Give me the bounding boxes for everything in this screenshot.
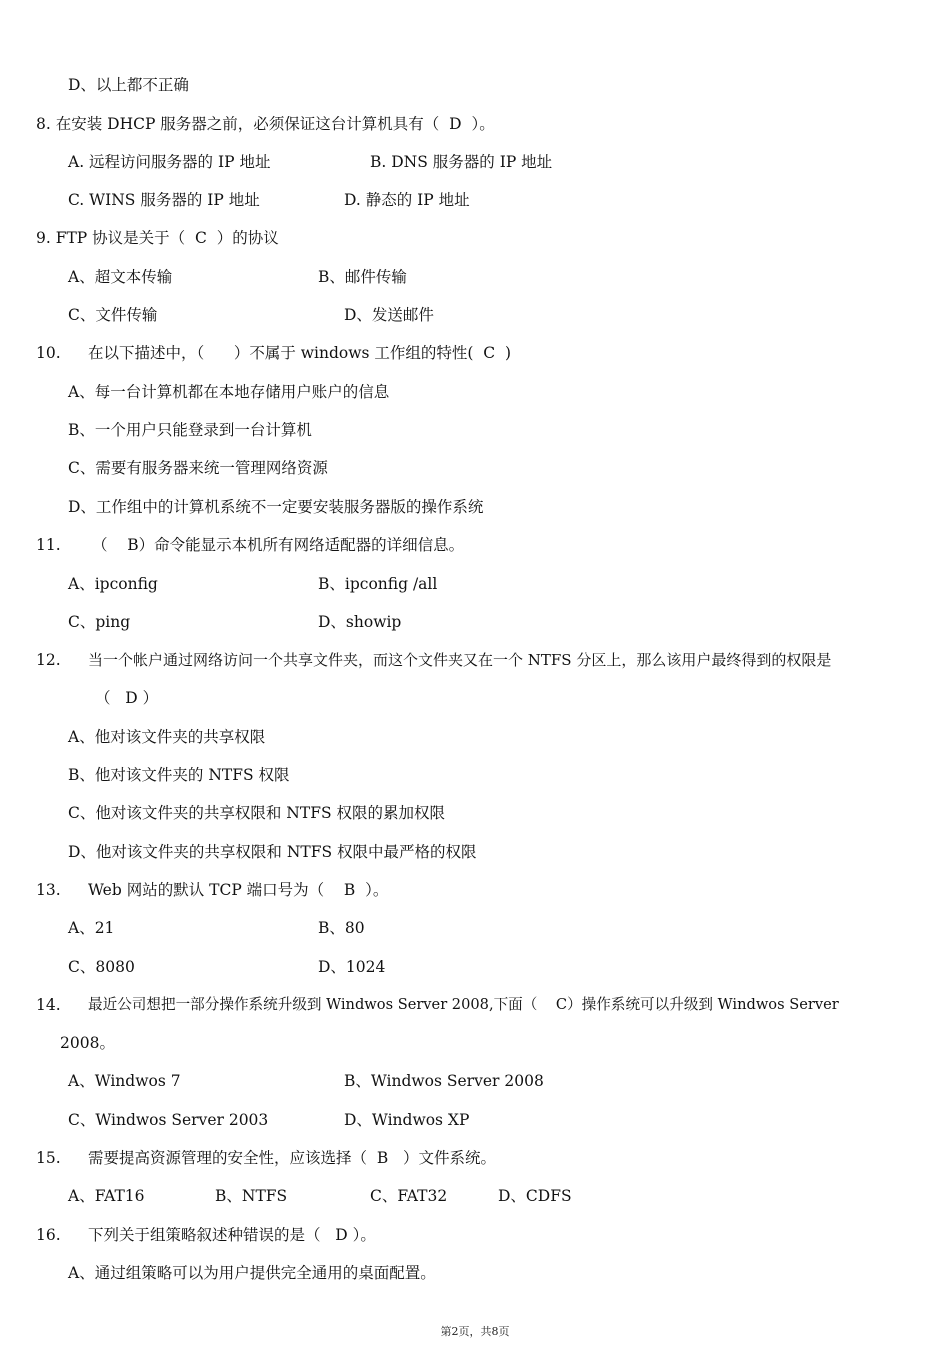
option-8a: A. 远程访问服务器的 IP 地址 [68, 153, 271, 171]
option-9c: C、文件传输 [68, 306, 158, 324]
option-9b: B、邮件传输 [318, 268, 407, 286]
option-10a: A、每一台计算机都在本地存储用户账户的信息 [68, 383, 390, 401]
option-11c: C、ping [68, 613, 131, 631]
option-15a: A、FAT16 [68, 1187, 145, 1205]
question-number-13: 13. [36, 881, 61, 899]
question-number-10: 10. [36, 344, 61, 362]
question-13: Web 网站的默认 TCP 端口号为（ B ）。 [88, 881, 389, 899]
option-10d: D、工作组中的计算机系统不一定要安装服务器版的操作系统 [68, 498, 484, 516]
question-14-continued: 2008。 [60, 1034, 115, 1052]
option-14b: B、Windwos Server 2008 [344, 1072, 544, 1090]
option-10b: B、一个用户只能登录到一台计算机 [68, 421, 312, 439]
question-number-16: 16. [36, 1226, 61, 1244]
option-13b: B、80 [318, 919, 365, 937]
option-15c: C、FAT32 [370, 1187, 448, 1205]
option-16a: A、通过组策略可以为用户提供完全通用的桌面配置。 [68, 1264, 436, 1282]
option-7d: D、以上都不正确 [68, 76, 189, 94]
option-11b: B、ipconfig /all [318, 575, 438, 593]
option-8d: D. 静态的 IP 地址 [344, 191, 470, 209]
question-8: 8. 在安装 DHCP 服务器之前，必须保证这台计算机具有（ D ）。 [36, 115, 495, 133]
option-12c: C、他对该文件夹的共享权限和 NTFS 权限的累加权限 [68, 804, 445, 822]
option-11a: A、ipconfig [68, 575, 158, 593]
option-13c: C、8080 [68, 958, 135, 976]
question-16: 下列关于组策略叙述种错误的是（ D ）。 [88, 1226, 376, 1244]
option-12b: B、他对该文件夹的 NTFS 权限 [68, 766, 290, 784]
question-12-answer: （ D ） [95, 689, 159, 707]
question-15: 需要提高资源管理的安全性，应该选择（ B ）文件系统。 [88, 1149, 497, 1167]
option-8c: C. WINS 服务器的 IP 地址 [68, 191, 260, 209]
option-14c: C、Windwos Server 2003 [68, 1111, 269, 1129]
question-14: 最近公司想把一部分操作系统升级到 Windwos Server 2008,下面（ C）操作系统可以升级到 Windwos Server [88, 996, 839, 1013]
option-9a: A、超文本传输 [68, 268, 173, 286]
page-footer: 第2页，共8页 [440, 1325, 510, 1338]
option-13a: A、21 [68, 919, 115, 937]
question-9: 9. FTP 协议是关于（ C ）的协议 [36, 229, 279, 247]
option-11d: D、showip [318, 613, 402, 631]
question-number-14: 14. [36, 996, 61, 1014]
question-12: 当一个帐户通过网络访问一个共享文件夹，而这个文件夹又在一个 NTFS 分区上，那么该用户最终得到的权限是 [88, 651, 832, 669]
option-15b: B、NTFS [215, 1187, 288, 1205]
option-13d: D、1024 [318, 958, 386, 976]
option-8b: B. DNS 服务器的 IP 地址 [370, 153, 553, 171]
question-number-15: 15. [36, 1149, 61, 1167]
question-11: （ B）命令能显示本机所有网络适配器的详细信息。 [92, 536, 465, 554]
option-15d: D、CDFS [498, 1187, 572, 1205]
option-12a: A、他对该文件夹的共享权限 [68, 728, 266, 746]
option-12d: D、他对该文件夹的共享权限和 NTFS 权限中最严格的权限 [68, 843, 477, 861]
question-10: 在以下描述中，（ ）不属于 windows 工作组的特性( C ) [88, 344, 512, 362]
option-14a: A、Windwos 7 [68, 1072, 181, 1090]
question-number-12: 12. [36, 651, 61, 669]
question-number-11: 11. [36, 536, 61, 554]
option-14d: D、Windwos XP [344, 1111, 470, 1129]
option-9d: D、发送邮件 [344, 306, 434, 324]
option-10c: C、需要有服务器来统一管理网络资源 [68, 459, 328, 477]
